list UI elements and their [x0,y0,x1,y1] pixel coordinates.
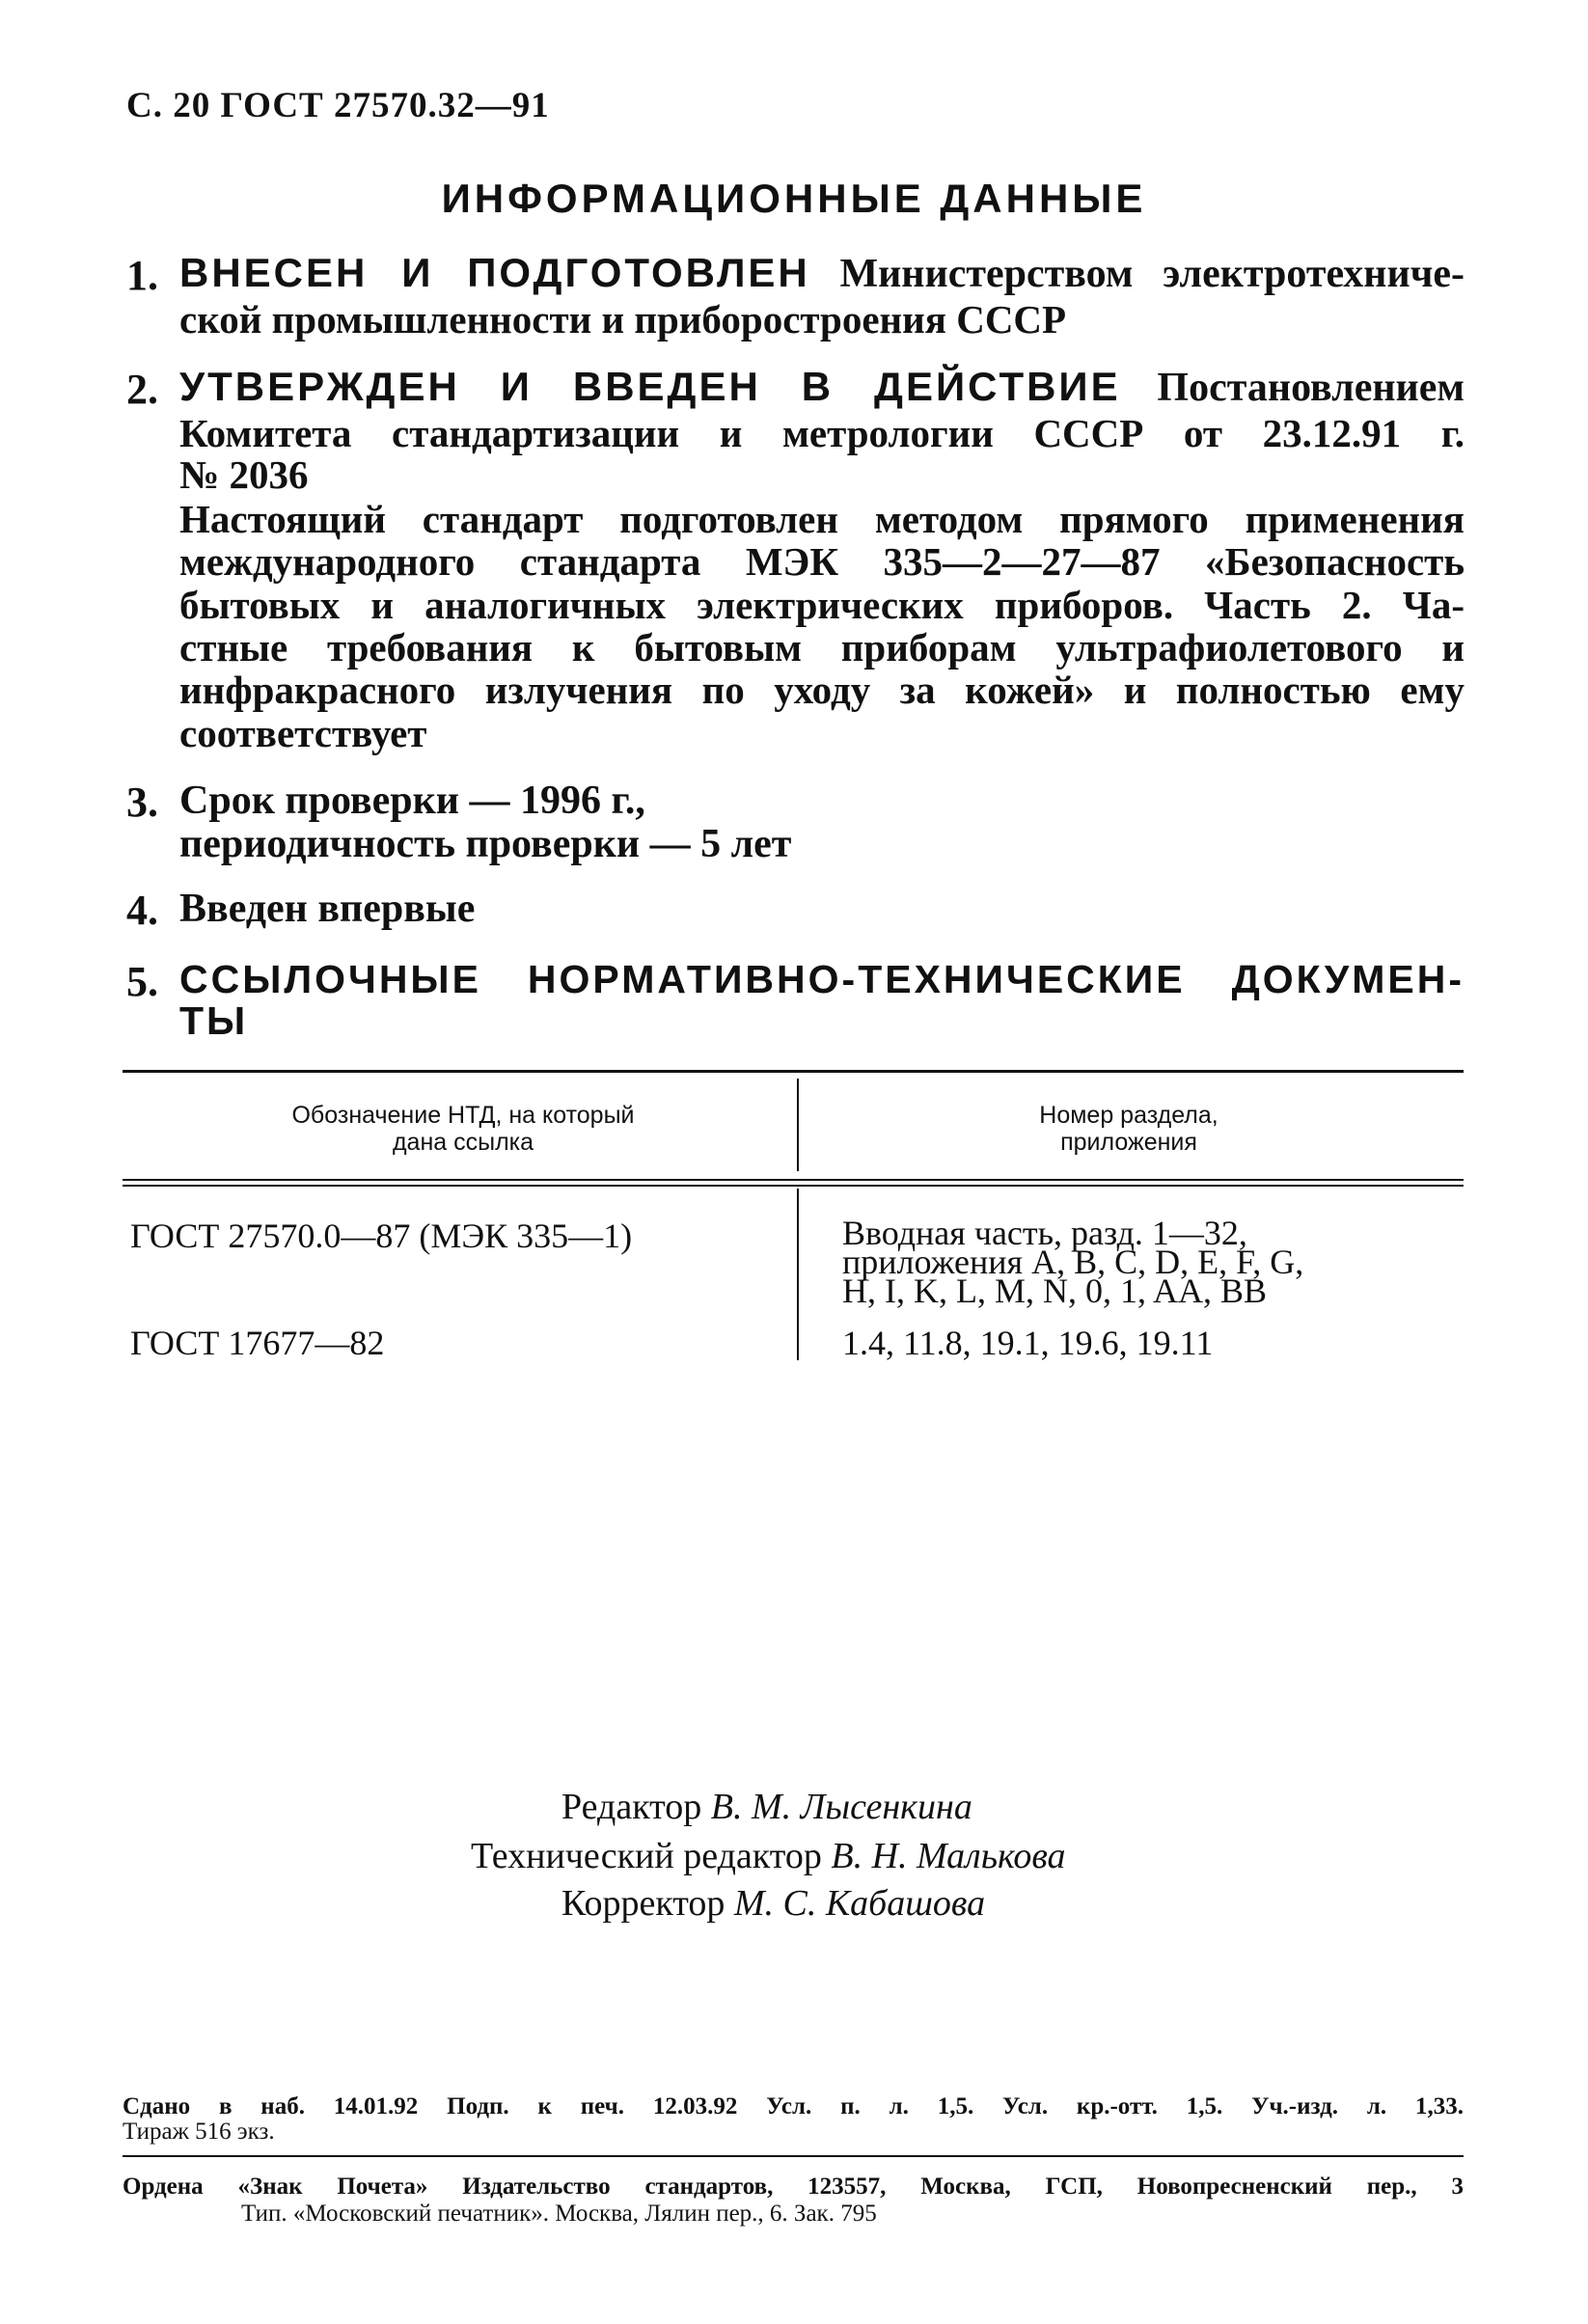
section-line: Вводная часть, разд. 1—32, [842,1214,1247,1252]
table-top-rule [123,1070,1464,1073]
staff-name: В. М. Лысенкина [710,1787,972,1827]
imprint-line: Тип. «Московский печатник». Москва, Лялин пер., 6. Зак. 795 [241,2201,877,2227]
item-number: 4. [126,887,158,934]
item-2-lead: УТВЕРЖДЕН И ВВЕДЕН В ДЕЙСТВИЕ [179,364,1121,409]
staff-proofreader [0,1879,1588,1928]
item-4-line-1: Введен впервые [179,887,476,931]
item-1-rest: Министерством электротехниче- [839,252,1465,296]
section-line: H, I, K, L, M, N, 0, 1, AA, BB [842,1271,1268,1310]
item-2-line-1 [179,362,1465,413]
staff-role: Корректор [561,1883,726,1924]
table-header-divider [797,1079,799,1171]
item-3-line-2: периодичность проверки — 5 лет [179,822,792,866]
item-3-line-1: Срок проверки — 1996 г., [179,779,645,823]
imprint-line: Ордена «Знак Почета» Издательство стандартов, 123557, Москва, ГСП, Новопресненский пер., 3 [123,2174,1464,2200]
table-row-1-sections [842,1214,1304,1310]
item-5-line-2: ТЫ [179,998,249,1043]
item-2-rest: Постановлением [1157,366,1465,410]
table-header-rule [123,1179,1464,1181]
staff-tech-editor [0,1832,1588,1880]
item-2-line-3: № 2036 [179,452,309,497]
item-number: 2. [126,366,158,413]
table-header-document [135,1102,791,1156]
table-row-2-sections: 1.4, 11.8, 19.1, 19.6, 19.11 [842,1324,1214,1362]
item-1-line-1 [179,248,1465,299]
item-1-line-2: ской промышленности и приборостроения СССР [179,297,1067,342]
page-header: С. 20 ГОСТ 27570.32—91 [126,86,550,125]
item-5-line-1: ССЫЛОЧНЫЕ НОРМАТИВНО-ТЕХНИЧЕСКИЕ ДОКУМЕН- [179,957,1465,1001]
document-title: ИНФОРМАЦИОННЫЕ ДАННЫЕ [441,176,1147,221]
header-line: приложения [1060,1129,1197,1156]
imprint-rule [123,2155,1464,2157]
table-header-section [801,1102,1457,1156]
table-header-rule [123,1185,1464,1187]
imprint-line: Тираж 516 экз. [123,2119,275,2145]
item-2-note-line: инфракрасного излучения по уходу за кожей» и полностью ему [179,668,1465,712]
header-line: Обозначение НТД, на который [291,1102,635,1129]
staff-editor [0,1783,1588,1831]
staff-role: Редактор [561,1787,702,1827]
item-2-note-line: бытовых и аналогичных электрических приборов. Часть 2. Ча- [179,583,1465,627]
item-number: 5. [126,958,158,1005]
staff-name: В. Н. Малькова [831,1836,1066,1876]
item-2-note-line: соответствует [179,711,427,755]
header-line: Номер раздела, [1039,1102,1218,1129]
item-1-lead: ВНЕСЕН И ПОДГОТОВЛЕН [179,250,810,295]
item-2-line-2: Комитета стандартизации и метрологии СССР от 23.12.91 г. [179,411,1465,455]
table-row-1-document: ГОСТ 27570.0—87 (МЭК 335—1) [130,1217,633,1255]
staff-role: Технический редактор [471,1836,822,1876]
imprint-line: Сдано в наб. 14.01.92 Подп. к печ. 12.03.92 Усл. п. л. 1,5. Усл. кр.-отт. 1,5. Уч.-изд. л. 1,33. [123,2093,1464,2119]
table-body-divider [797,1189,799,1360]
item-2-note-line: Настоящий стандарт подготовлен методом прямого применения [179,497,1465,541]
staff-name: М. С. Кабашова [733,1883,986,1924]
item-2-note-line: стные требования к бытовым приборам ультрафиолетового и [179,625,1465,670]
header-line: дана ссылка [392,1129,534,1156]
section-line: приложения A, B, C, D, E, F, G, [842,1243,1304,1281]
item-number: 3. [126,779,158,826]
item-2-note-line: международного стандарта МЭК 335—2—27—87 «Безопасность [179,539,1465,584]
item-number: 1. [126,252,158,299]
table-row-2-document: ГОСТ 17677—82 [130,1324,385,1362]
